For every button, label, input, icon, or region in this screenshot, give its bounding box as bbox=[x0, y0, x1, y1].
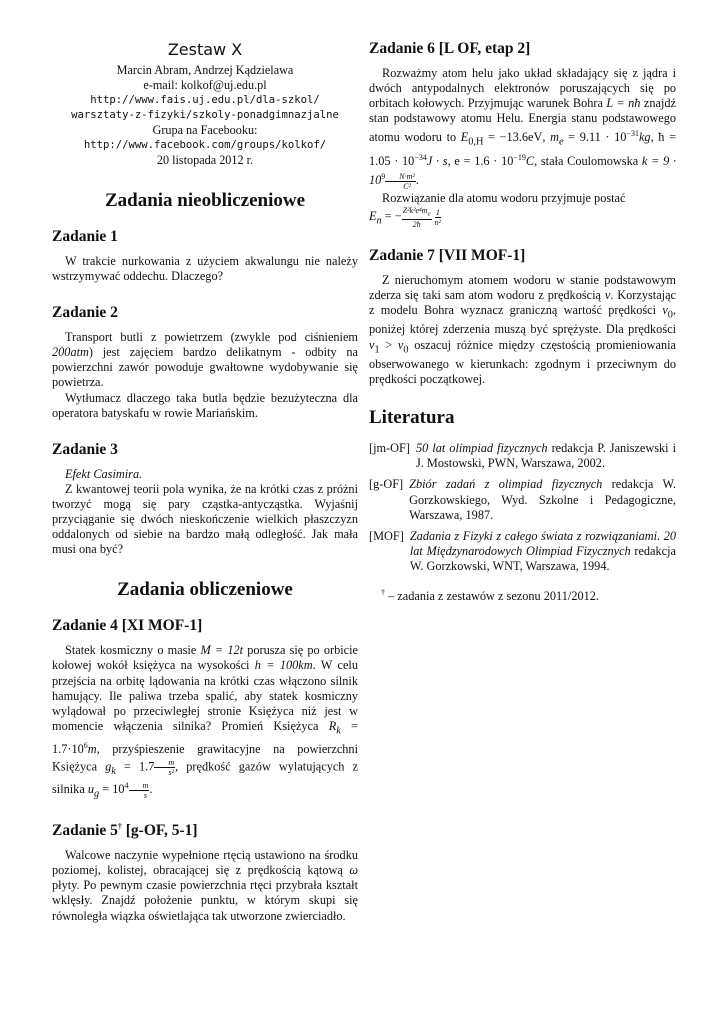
t4-e: , prędkość gazów wylatujących z silnika bbox=[52, 758, 358, 797]
energy-fraction-1 bbox=[402, 206, 432, 229]
coulomb-exp: 9 bbox=[381, 172, 386, 182]
e0-sub: 0,H bbox=[468, 136, 484, 148]
v0-symbol: v bbox=[662, 302, 668, 317]
literature-body bbox=[416, 441, 676, 471]
facebook-url: http://www.facebook.com/groups/kolkof/ bbox=[83, 139, 327, 151]
coulomb-unit bbox=[385, 172, 416, 191]
task-6-text bbox=[369, 66, 676, 191]
section-title-literature: Literatura bbox=[369, 407, 455, 429]
section-title-non-computational: Zadania nieobliczeniowe bbox=[104, 190, 306, 211]
me-value: = 9.11 · 10 bbox=[563, 130, 627, 145]
pressure-value: 200atm bbox=[52, 345, 89, 360]
coulomb-unit-den: C² bbox=[403, 181, 411, 191]
t4-b: porusza się po orbicie kołowej wokół księżyca na wysokości bbox=[52, 643, 359, 673]
left-column bbox=[52, 40, 358, 924]
footnote bbox=[381, 588, 676, 604]
v0b-symbol: v bbox=[397, 337, 404, 352]
bohr-condition: L = nħ bbox=[606, 96, 641, 111]
energy-num-2: 1 bbox=[435, 207, 440, 217]
literature-title: Zbiór zadań z olimpiad fizycznych bbox=[409, 477, 603, 492]
radius-symbol: R bbox=[328, 718, 337, 733]
email: e-mail: kolkof@uj.edu.pl bbox=[143, 78, 267, 92]
me-exp: −31 bbox=[626, 129, 639, 139]
gas-speed-unit bbox=[129, 781, 153, 801]
literature-item bbox=[369, 477, 676, 522]
v1-symbol: v bbox=[369, 337, 375, 352]
me-symbol: , m bbox=[542, 130, 559, 145]
energy-formula bbox=[369, 206, 676, 229]
t6-b: znajdź stan podstawowy atomu Helu. Energia stanu podstawowego atomu wodoru to bbox=[369, 96, 676, 145]
t6-c: , stała Coulomowska bbox=[534, 154, 642, 169]
t7-d: oszacuj różnice między częstością promieniowania obserwowanego w kierunkach: zgodnym i przeciwnym do prędkości początkowej. bbox=[369, 337, 676, 387]
task-5-text bbox=[52, 848, 358, 923]
gas-speed-unit-den: s bbox=[143, 791, 147, 801]
hbar-unit: J · s bbox=[426, 154, 448, 169]
literature-rest: redakcja W. Gorzkowski, WNT, Warszawa, 1994. bbox=[409, 543, 676, 573]
date: 20 listopada 2012 r. bbox=[156, 153, 254, 167]
url-line-1: http://www.fais.uj.edu.pl/dla-szkol/ bbox=[90, 94, 320, 106]
url-line-2: warsztaty-z-fizyki/szkoly-ponadgimnazjalne bbox=[71, 109, 339, 121]
dagger-mark: † bbox=[117, 822, 122, 832]
energy-den-2: n² bbox=[434, 217, 442, 227]
energy-fraction-2 bbox=[435, 208, 441, 227]
task-6-title: Zadanie 6 [L OF, etap 2] bbox=[369, 40, 531, 57]
t5-b: płyty. Po pewnym czasie powierzchnia rtęci przybrała kształt wklęsły. Znajdź położenie punktu, w którym skupi się równoległa wiązka oświetlająca tak utworzone zwierciadło. bbox=[52, 878, 358, 923]
task-3-subtitle: Efekt Casimira. bbox=[65, 466, 143, 481]
task-2-paragraph-2: Wytłumacz dlaczego taka butla będzie bezużyteczna dla operatora batyskafu w rowie Mariańskim. bbox=[52, 390, 358, 420]
gravity-sub: k bbox=[111, 765, 116, 777]
charge-value: , e = 1.6 · 10 bbox=[447, 154, 514, 169]
e0-symbol: E bbox=[460, 130, 469, 145]
footnote-text: – zadania z zestawów z sezonu 2011/2012. bbox=[385, 589, 599, 604]
task-2-text-b: ) jest zajęciem bardzo delikatnym - odbity na powierzchni zawór powoduje gwałtowne wydobywanie się powietrza. bbox=[52, 345, 358, 390]
t4-a: Statek kosmiczny o masie bbox=[65, 643, 201, 658]
energy-den: 2ħ bbox=[412, 219, 421, 229]
gas-speed-unit-num: m bbox=[129, 781, 150, 791]
v0b-sub: 0 bbox=[403, 344, 409, 356]
task-3-title: Zadanie 3 bbox=[52, 440, 118, 458]
literature-title: Zadania z Fizyki z całego świata z rozwiązaniami. 20 lat Międzynarodowych Olimpiad Fizycznych bbox=[409, 528, 676, 558]
literature-body bbox=[409, 477, 676, 522]
literature-key: [MOF] bbox=[369, 528, 404, 543]
literature-item bbox=[369, 441, 676, 471]
energy-num-text: Z²k²e⁴m bbox=[402, 206, 428, 216]
gravity-unit bbox=[154, 758, 175, 777]
task-7-text bbox=[369, 273, 676, 388]
coulomb-unit-num: N·m² bbox=[385, 172, 416, 182]
energy-sub: n bbox=[376, 215, 382, 227]
literature-key: [g-OF] bbox=[369, 477, 404, 492]
t4-f: . bbox=[149, 782, 153, 797]
task-6-solution-intro: Rozwiązanie dla atomu wodoru przyjmuje postać bbox=[382, 190, 626, 205]
coulomb-value: k = 9 · 10 bbox=[369, 154, 677, 188]
gravity-unit-num: m bbox=[154, 758, 175, 768]
radius-sub: k bbox=[336, 725, 341, 737]
mass-value: M = 12t bbox=[200, 643, 244, 658]
gas-speed-symbol: u bbox=[87, 782, 95, 797]
task-2-title: Zadanie 2 bbox=[52, 304, 118, 322]
t5-a: Walcowe naczynie wypełnione rtęcią ustawiono na środku poziomej, kolistej, obracającej się z prędkością kątową bbox=[52, 848, 358, 878]
gas-speed-exp: 4 bbox=[124, 781, 129, 791]
me-sub: e bbox=[558, 136, 564, 148]
task-1-title: Zadanie 1 bbox=[52, 228, 118, 245]
v-symbol: v bbox=[604, 287, 611, 302]
t5-title-b: [g-OF, 5-1] bbox=[121, 822, 198, 840]
task-7-title: Zadanie 7 [VII MOF-1] bbox=[369, 246, 526, 264]
t7-b: . Korzystając z modelu Bohra wyznacz graniczną wartość prędkości bbox=[369, 287, 676, 317]
t7-a: Z nieruchomym atomem wodoru w stanie podstawowym zderza się taki sam atom wodoru z prędkością bbox=[369, 272, 676, 302]
right-column bbox=[369, 40, 676, 604]
literature-key: [jm-OF] bbox=[369, 441, 410, 456]
footnote-mark: † bbox=[381, 588, 385, 598]
facebook-group-label: Grupa na Facebooku: bbox=[152, 123, 258, 137]
task-3-text: Z kwantowej teorii pola wynika, że na krótki czas z próżni tworzyć mogą się pary cząstka-antycząstka. Wyjaśnij przyciąganie się dwóch nieskończenie wielkich płaszczyzn oddalonych od siebie na bardzo małą odległość. Jak mała musi ona być? bbox=[52, 481, 358, 557]
radius-unit: m bbox=[87, 742, 97, 757]
energy-eq: = − bbox=[381, 209, 402, 224]
t5-title-a: Zadanie 5 bbox=[52, 822, 118, 840]
energy-num-sub: e bbox=[427, 210, 431, 218]
e0-value: = −13.6eV bbox=[483, 130, 543, 145]
radius-value: = 1.7·10 bbox=[52, 718, 358, 757]
energy-num bbox=[402, 206, 432, 220]
literature-body bbox=[410, 529, 676, 574]
task-5-title bbox=[52, 822, 358, 840]
gt-sign: > bbox=[379, 337, 398, 352]
v1-sub: 1 bbox=[374, 344, 380, 356]
me-unit: kg bbox=[638, 130, 651, 145]
task-4-title: Zadanie 4 [XI MOF-1] bbox=[52, 617, 203, 635]
literature-rest: redakcja P. Janiszewski i J. Mostowski, PWN, Warszawa, 2002. bbox=[416, 441, 676, 471]
t7-c: , poniżej której zderzenia muszą być sprężyste. Dla prędkości bbox=[369, 302, 676, 337]
gas-speed-sub: g bbox=[94, 788, 100, 800]
omega-symbol: ω bbox=[349, 863, 358, 878]
literature-title: 50 lat olimpiad fizycznych bbox=[416, 441, 548, 456]
v0-sub: 0 bbox=[667, 309, 673, 321]
literature-rest: redakcja W. Gorzkowskiego, Wyd. Szkolne i Pedagogiczne, Warszawa, 1987. bbox=[409, 477, 676, 522]
gas-speed-value: = 10 bbox=[99, 782, 125, 797]
document-header bbox=[52, 40, 358, 168]
t6-d: . bbox=[415, 173, 419, 188]
hbar-value: , ħ = 1.05 · 10 bbox=[369, 130, 676, 169]
hbar-exp: −34 bbox=[414, 153, 427, 163]
section-title-computational: Zadania obliczeniowe bbox=[117, 579, 293, 601]
task-2-text-a: Transport butli z powietrzem (zwykle pod ciśnieniem bbox=[65, 330, 358, 345]
t4-d: , przyśpieszenie grawitacyjne na powierzchni Księżyca bbox=[52, 742, 358, 773]
height-value: h = 100km bbox=[254, 658, 313, 673]
energy-symbol: E bbox=[369, 209, 377, 224]
document-title: Zestaw X bbox=[167, 40, 243, 59]
charge-exp: −19 bbox=[513, 153, 526, 163]
task-2-paragraph-1 bbox=[52, 330, 358, 390]
charge-unit: C bbox=[525, 154, 535, 169]
task-1-text: W trakcie nurkowania z użyciem akwalungu nie należy wstrzymywać oddechu. Dlaczego? bbox=[52, 254, 358, 284]
literature-item bbox=[369, 529, 676, 574]
t6-a: Rozważmy atom helu jako układ składający się z jądra i dwóch antypodalnych elektronów poruszających się po orbitach kołowych. Przyjmując warunek Bohra bbox=[369, 66, 676, 111]
radius-exp: 6 bbox=[83, 741, 88, 751]
authors: Marcin Abram, Andrzej Kądzielawa bbox=[116, 63, 294, 77]
gravity-value: = 1.7 bbox=[115, 758, 155, 773]
gravity-symbol: g bbox=[105, 758, 112, 773]
gravity-unit-den: s² bbox=[168, 767, 174, 777]
task-4-text bbox=[52, 643, 358, 802]
t4-c: . W celu przejścia na orbitę lądowania na krótki czas włączono silnik hamujący. Ile paliwa trzeba spalić, aby statek kosmiczny wylądował po przeciwległej stronie Księżyca niż jest w momencie włączenia silnika? Promień Księżyca bbox=[52, 658, 358, 733]
